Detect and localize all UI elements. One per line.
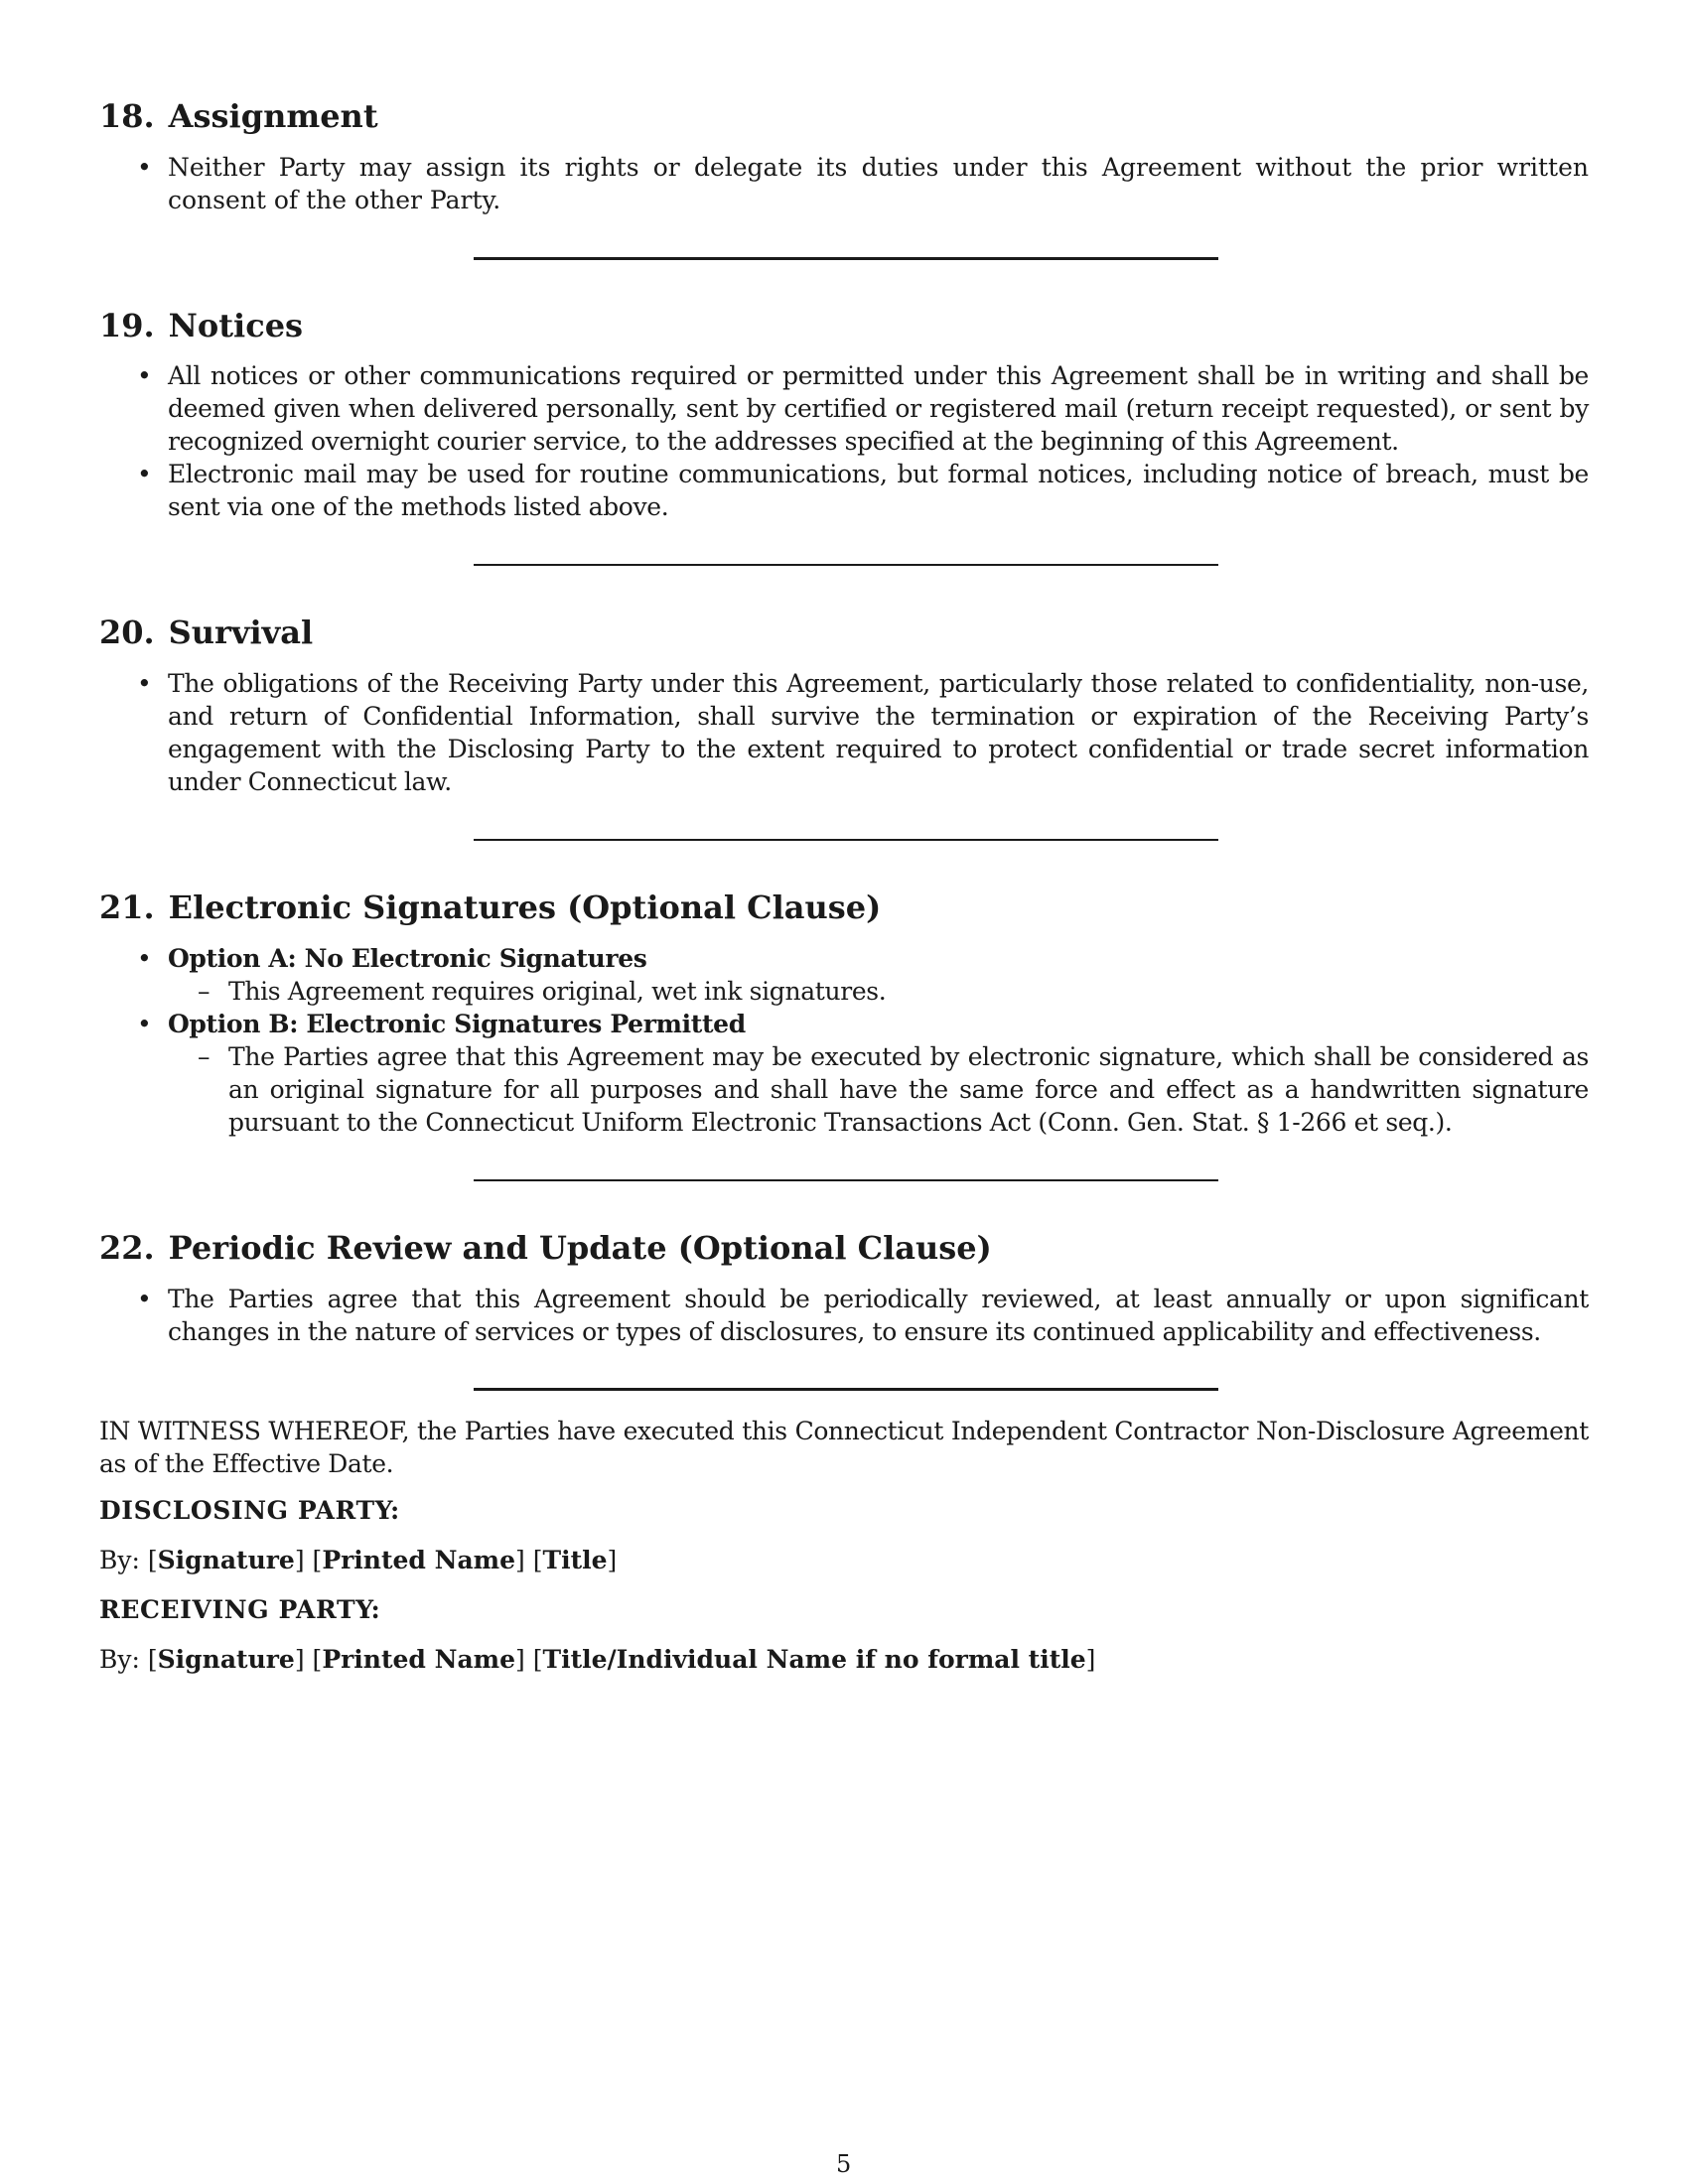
option-b-label: Option B: Electronic Signatures Permitted: [168, 1010, 746, 1038]
section-18-list: [99, 151, 1589, 216]
section-divider: [474, 839, 1218, 841]
receiving-signature-line: By: [Signature] [Printed Name] [Title/Individual Name if no formal title]: [99, 1645, 1096, 1674]
section-20-list: [99, 667, 1589, 798]
section-divider: [474, 257, 1218, 260]
section-18-heading: 18. Assignment: [99, 97, 378, 135]
section-22-heading: 22. Periodic Review and Update (Optional Clause): [99, 1229, 992, 1267]
list-item: • Neither Party may assign its rights or delegate its duties under this Agreement without the prior written consent of the other Party.: [99, 151, 1589, 216]
option-a-sublist: [168, 975, 1589, 1008]
list-item: • Electronic mail may be used for routine communications, but formal notices, including notice of breach, must be sent via one of the methods listed above.: [99, 458, 1589, 523]
list-item: • The obligations of the Receiving Party under this Agreement, particularly those related to confidentiality, non-use, and return of Confidential Information, shall survive the termination or expiration of the Receiving Party’s engagement with the Disclosing Party to the extent required to protect confidential or trade secret information under Connecticut law.: [99, 667, 1589, 798]
section-divider: [474, 564, 1218, 566]
option-a-label: Option A: No Electronic Signatures: [168, 944, 647, 973]
list-item: • All notices or other communications required or permitted under this Agreement shall be in writing and shall be deemed given when delivered personally, sent by certified or registered mail (return receipt requested), or sent by recognized overnight courier service, to the addresses specified at the beginning of this Agreement.: [99, 359, 1589, 458]
witness-paragraph: IN WITNESS WHEREOF, the Parties have executed this Connecticut Independent Contractor Non-Disclosure Agreement as of the Effective Date.: [99, 1417, 1589, 1478]
section-divider: [474, 1388, 1218, 1391]
section-22-list: [99, 1283, 1589, 1348]
section-19-list: [99, 359, 1589, 523]
option-b-text: – The Parties agree that this Agreement may be executed by electronic signature, which shall be considered as an original signature for all purposes and shall have the same force and effect as a handwritten signature pursuant to the Connecticut Uniform Electronic Transactions Act (Conn. Gen. Stat. § 1-266 et seq.).: [168, 1040, 1589, 1139]
page-number: 5: [836, 2150, 852, 2178]
receiving-party-label: RECEIVING PARTY:: [99, 1595, 381, 1624]
option-a-text: – This Agreement requires original, wet ink signatures.: [168, 975, 1589, 1008]
disclosing-signature-line: By: [Signature] [Printed Name] [Title]: [99, 1546, 618, 1574]
disclosing-party-label: DISCLOSING PARTY:: [99, 1496, 400, 1525]
option-a-item: [99, 942, 1589, 1008]
section-21-list: [99, 942, 1589, 1139]
section-20-heading: 20. Survival: [99, 614, 314, 651]
option-b-sublist: [168, 1040, 1589, 1139]
section-divider: [474, 1179, 1218, 1181]
section-21-heading: 21. Electronic Signatures (Optional Clause): [99, 888, 882, 926]
list-item: • The Parties agree that this Agreement should be periodically reviewed, at least annually or upon significant changes in the nature of services or types of disclosures, to ensure its continued applicability and effectiveness.: [99, 1283, 1589, 1348]
section-19-heading: 19. Notices: [99, 307, 304, 344]
option-b-item: [99, 1008, 1589, 1139]
